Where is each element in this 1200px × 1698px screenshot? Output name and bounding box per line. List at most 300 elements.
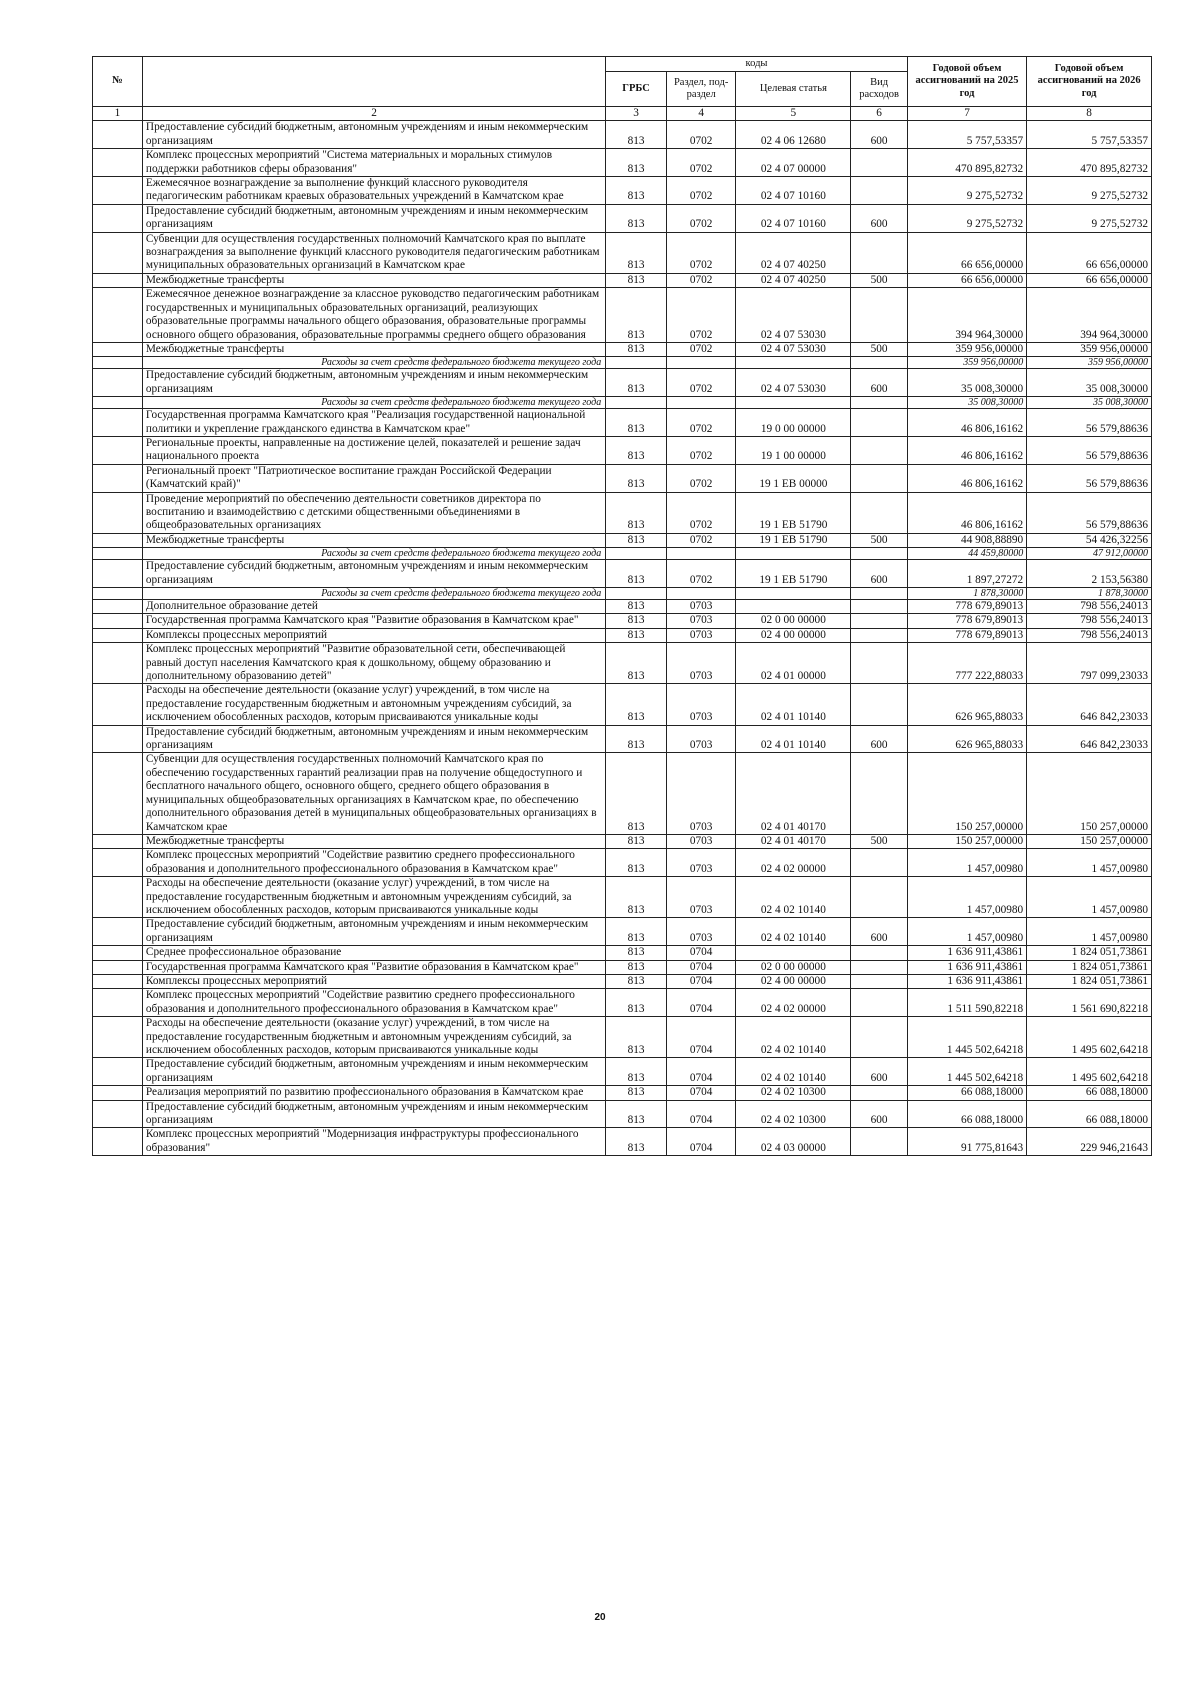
header-target: Целевая статья xyxy=(736,72,851,107)
row-number xyxy=(93,342,143,356)
budget-sheet xyxy=(92,56,1152,1156)
row-amount-2025: 46 806,16162 xyxy=(907,409,1026,437)
row-exp-type: 600 xyxy=(851,1058,907,1086)
col-num-2: 2 xyxy=(142,107,605,121)
row-amount-2026: 797 099,23033 xyxy=(1027,643,1152,684)
row-amount-2025: 359 956,00000 xyxy=(907,342,1026,356)
row-grbs: 813 xyxy=(606,533,667,547)
table-row xyxy=(93,725,1152,753)
row-grbs xyxy=(606,397,667,409)
row-section: 0703 xyxy=(666,877,735,918)
table-row xyxy=(93,1100,1152,1128)
row-exp-type xyxy=(851,614,907,628)
row-amount-2025: 1 636 911,43861 xyxy=(907,960,1026,974)
row-amount-2026: 1 878,30000 xyxy=(1027,588,1152,600)
row-grbs: 813 xyxy=(606,684,667,725)
table-row xyxy=(93,560,1152,588)
row-grbs: 813 xyxy=(606,1058,667,1086)
row-name: Субвенции для осуществления государственных полномочий Камчатского края по обеспечению государственных гарантий реализации прав на получение общедоступного и бесплатного начального общего, основного общего, среднего общего образования в муниципальных общеобразовательных организациях в Камчатском крае, по обеспечению дополнительного образования детей в муниципальных общеобразовательных организациях в Камчатском крае xyxy=(142,753,605,834)
table-row xyxy=(93,288,1152,343)
row-grbs: 813 xyxy=(606,1086,667,1100)
row-name: Предоставление субсидий бюджетным, автономным учреждениям и иным некоммерческим организациям xyxy=(142,121,605,149)
row-number xyxy=(93,397,143,409)
row-grbs: 813 xyxy=(606,974,667,988)
row-amount-2026: 229 946,21643 xyxy=(1027,1128,1152,1156)
row-amount-2025: 5 757,53357 xyxy=(907,121,1026,149)
row-amount-2026: 56 579,88636 xyxy=(1027,492,1152,533)
row-grbs: 813 xyxy=(606,232,667,273)
row-grbs: 813 xyxy=(606,369,667,397)
table-row xyxy=(93,121,1152,149)
row-amount-2026: 56 579,88636 xyxy=(1027,436,1152,464)
row-target xyxy=(736,600,851,614)
row-target: 02 4 02 10140 xyxy=(736,877,851,918)
row-number xyxy=(93,918,143,946)
row-section: 0704 xyxy=(666,1128,735,1156)
header-2026: Годовой объем ассигнований на 2026 год xyxy=(1027,57,1152,107)
row-section: 0703 xyxy=(666,834,735,848)
row-grbs: 813 xyxy=(606,600,667,614)
row-grbs: 813 xyxy=(606,643,667,684)
row-amount-2025: 394 964,30000 xyxy=(907,288,1026,343)
col-num-5: 5 xyxy=(736,107,851,121)
row-name: Комплексы процессных мероприятий xyxy=(142,974,605,988)
row-grbs: 813 xyxy=(606,989,667,1017)
table-row xyxy=(93,628,1152,642)
row-amount-2026: 359 956,00000 xyxy=(1027,357,1152,369)
row-exp-type: 500 xyxy=(851,834,907,848)
row-amount-2026: 5 757,53357 xyxy=(1027,121,1152,149)
row-grbs xyxy=(606,357,667,369)
row-number xyxy=(93,974,143,988)
row-grbs: 813 xyxy=(606,946,667,960)
row-amount-2026: 646 842,23033 xyxy=(1027,725,1152,753)
row-amount-2025: 150 257,00000 xyxy=(907,753,1026,834)
row-number xyxy=(93,177,143,205)
row-name: Межбюджетные трансферты xyxy=(142,342,605,356)
table-row xyxy=(93,877,1152,918)
row-number xyxy=(93,548,143,560)
row-exp-type: 600 xyxy=(851,1100,907,1128)
row-amount-2025: 35 008,30000 xyxy=(907,369,1026,397)
row-amount-2025: 46 806,16162 xyxy=(907,464,1026,492)
table-row xyxy=(93,149,1152,177)
row-amount-2025: 1 457,00980 xyxy=(907,877,1026,918)
row-grbs: 813 xyxy=(606,342,667,356)
col-num-6: 6 xyxy=(851,107,907,121)
row-section: 0703 xyxy=(666,600,735,614)
row-number xyxy=(93,1100,143,1128)
row-amount-2026: 56 579,88636 xyxy=(1027,409,1152,437)
row-name: Расходы на обеспечение деятельности (оказание услуг) учреждений, в том числе на предоставление государственным бюджетным и автономным учреждениям субсидий, за исключением обособленных расходов, которым присваиваются уникальные коды xyxy=(142,684,605,725)
row-amount-2025: 626 965,88033 xyxy=(907,684,1026,725)
table-row xyxy=(93,849,1152,877)
row-number xyxy=(93,684,143,725)
row-section: 0703 xyxy=(666,753,735,834)
row-name: Межбюджетные трансферты xyxy=(142,533,605,547)
row-exp-type xyxy=(851,436,907,464)
row-number xyxy=(93,877,143,918)
row-target: 02 4 02 10300 xyxy=(736,1100,851,1128)
row-section: 0704 xyxy=(666,974,735,988)
row-amount-2025: 1 445 502,64218 xyxy=(907,1017,1026,1058)
row-section: 0702 xyxy=(666,288,735,343)
row-name: Комплекс процессных мероприятий "Система материальных и моральных стимулов поддержки работников сферы образования" xyxy=(142,149,605,177)
row-number xyxy=(93,149,143,177)
row-amount-2026: 66 656,00000 xyxy=(1027,232,1152,273)
table-row xyxy=(93,533,1152,547)
row-grbs: 813 xyxy=(606,1128,667,1156)
row-section xyxy=(666,548,735,560)
table-row xyxy=(93,273,1152,287)
row-exp-type: 500 xyxy=(851,273,907,287)
row-target: 19 1 ЕВ 51790 xyxy=(736,492,851,533)
row-amount-2025: 66 656,00000 xyxy=(907,232,1026,273)
table-row xyxy=(93,1086,1152,1100)
row-grbs: 813 xyxy=(606,725,667,753)
row-number xyxy=(93,1017,143,1058)
row-amount-2026: 1 561 690,82218 xyxy=(1027,989,1152,1017)
row-name: Расходы на обеспечение деятельности (оказание услуг) учреждений, в том числе на предоставление государственным бюджетным и автономным учреждениям субсидий, за исключением обособленных расходов, которым присваиваются уникальные коды xyxy=(142,1017,605,1058)
row-amount-2026: 47 912,00000 xyxy=(1027,548,1152,560)
row-amount-2025: 778 679,89013 xyxy=(907,628,1026,642)
row-amount-2025: 359 956,00000 xyxy=(907,357,1026,369)
row-section: 0704 xyxy=(666,946,735,960)
row-grbs: 813 xyxy=(606,628,667,642)
row-target: 02 4 07 40250 xyxy=(736,273,851,287)
row-target: 02 4 01 10140 xyxy=(736,684,851,725)
row-exp-type xyxy=(851,177,907,205)
row-grbs: 813 xyxy=(606,614,667,628)
row-target: 02 4 03 00000 xyxy=(736,1128,851,1156)
row-target: 02 4 01 40170 xyxy=(736,753,851,834)
row-number xyxy=(93,121,143,149)
row-exp-type: 600 xyxy=(851,918,907,946)
row-amount-2026: 359 956,00000 xyxy=(1027,342,1152,356)
row-name: Региональный проект "Патриотическое воспитание граждан Российской Федерации (Камчатский край)" xyxy=(142,464,605,492)
table-row xyxy=(93,614,1152,628)
row-amount-2026: 1 495 602,64218 xyxy=(1027,1017,1152,1058)
row-exp-type xyxy=(851,628,907,642)
row-section: 0702 xyxy=(666,177,735,205)
row-grbs: 813 xyxy=(606,960,667,974)
row-section: 0703 xyxy=(666,614,735,628)
row-name: Среднее профессиональное образование xyxy=(142,946,605,960)
row-target: 19 1 ЕВ 51790 xyxy=(736,560,851,588)
row-number xyxy=(93,464,143,492)
row-exp-type xyxy=(851,989,907,1017)
row-exp-type xyxy=(851,588,907,600)
row-target: 02 4 01 40170 xyxy=(736,834,851,848)
row-name: Дополнительное образование детей xyxy=(142,600,605,614)
row-amount-2025: 1 897,27272 xyxy=(907,560,1026,588)
row-section: 0702 xyxy=(666,492,735,533)
row-grbs: 813 xyxy=(606,204,667,232)
row-name: Предоставление субсидий бюджетным, автономным учреждениям и иным некоммерческим организациям xyxy=(142,369,605,397)
row-amount-2025: 1 636 911,43861 xyxy=(907,946,1026,960)
budget-table xyxy=(92,56,1152,1156)
row-grbs: 813 xyxy=(606,436,667,464)
row-name: Региональные проекты, направленные на достижение целей, показателей и решение задач национального проекта xyxy=(142,436,605,464)
table-row xyxy=(93,918,1152,946)
row-number xyxy=(93,643,143,684)
row-number xyxy=(93,232,143,273)
row-section: 0703 xyxy=(666,725,735,753)
row-exp-type: 600 xyxy=(851,204,907,232)
row-amount-2026: 66 088,18000 xyxy=(1027,1086,1152,1100)
row-grbs: 813 xyxy=(606,834,667,848)
row-amount-2025: 46 806,16162 xyxy=(907,436,1026,464)
row-number xyxy=(93,588,143,600)
col-num-1: 1 xyxy=(93,107,143,121)
row-amount-2026: 1 824 051,73861 xyxy=(1027,974,1152,988)
row-name: Проведение мероприятий по обеспечению деятельности советников директора по воспитанию и взаимодействию с детскими общественными объединениями в общеобразовательных организациях xyxy=(142,492,605,533)
row-number xyxy=(93,614,143,628)
row-amount-2026: 150 257,00000 xyxy=(1027,834,1152,848)
row-number xyxy=(93,753,143,834)
table-body xyxy=(93,121,1152,1156)
row-section: 0702 xyxy=(666,369,735,397)
row-amount-2025: 1 457,00980 xyxy=(907,849,1026,877)
table-row xyxy=(93,643,1152,684)
federal-funds-row xyxy=(93,588,1152,600)
row-section: 0702 xyxy=(666,560,735,588)
table-row xyxy=(93,409,1152,437)
row-name: Предоставление субсидий бюджетным, автономным учреждениям и иным некоммерческим организациям xyxy=(142,204,605,232)
row-name: Комплекс процессных мероприятий "Модернизация инфраструктуры профессионального образования" xyxy=(142,1128,605,1156)
table-row xyxy=(93,974,1152,988)
row-exp-type xyxy=(851,1128,907,1156)
row-number xyxy=(93,436,143,464)
row-target: 02 4 07 00000 xyxy=(736,149,851,177)
row-amount-2025: 778 679,89013 xyxy=(907,614,1026,628)
row-exp-type xyxy=(851,960,907,974)
row-number xyxy=(93,1058,143,1086)
row-grbs: 813 xyxy=(606,177,667,205)
row-target: 02 4 01 10140 xyxy=(736,725,851,753)
row-amount-2026: 2 153,56380 xyxy=(1027,560,1152,588)
row-exp-type xyxy=(851,1086,907,1100)
row-target: 02 4 02 10140 xyxy=(736,1017,851,1058)
table-row xyxy=(93,989,1152,1017)
row-target: 19 1 ЕВ 00000 xyxy=(736,464,851,492)
row-exp-type: 600 xyxy=(851,725,907,753)
row-exp-type xyxy=(851,149,907,177)
row-name: Предоставление субсидий бюджетным, автономным учреждениям и иным некоммерческим организациям xyxy=(142,1100,605,1128)
row-target xyxy=(736,946,851,960)
row-name: Государственная программа Камчатского края "Развитие образования в Камчатском крае" xyxy=(142,960,605,974)
row-target: 02 4 07 53030 xyxy=(736,288,851,343)
row-number xyxy=(93,533,143,547)
row-amount-2025: 66 088,18000 xyxy=(907,1100,1026,1128)
row-number xyxy=(93,725,143,753)
row-number xyxy=(93,946,143,960)
table-row xyxy=(93,232,1152,273)
row-target: 02 4 07 53030 xyxy=(736,342,851,356)
row-section: 0703 xyxy=(666,628,735,642)
row-amount-2026: 798 556,24013 xyxy=(1027,628,1152,642)
table-header xyxy=(93,57,1152,121)
row-amount-2026: 35 008,30000 xyxy=(1027,397,1152,409)
row-exp-type xyxy=(851,357,907,369)
row-exp-type xyxy=(851,684,907,725)
row-section: 0703 xyxy=(666,918,735,946)
table-row xyxy=(93,436,1152,464)
row-grbs: 813 xyxy=(606,464,667,492)
row-section: 0702 xyxy=(666,464,735,492)
table-row xyxy=(93,492,1152,533)
table-row xyxy=(93,946,1152,960)
row-target: 02 4 01 00000 xyxy=(736,643,851,684)
row-amount-2025: 91 775,81643 xyxy=(907,1128,1026,1156)
table-row xyxy=(93,1058,1152,1086)
row-grbs xyxy=(606,548,667,560)
row-amount-2025: 1 457,00980 xyxy=(907,918,1026,946)
row-grbs: 813 xyxy=(606,560,667,588)
row-name: Межбюджетные трансферты xyxy=(142,273,605,287)
row-amount-2025: 35 008,30000 xyxy=(907,397,1026,409)
row-number xyxy=(93,834,143,848)
col-num-4: 4 xyxy=(666,107,735,121)
row-amount-2025: 1 445 502,64218 xyxy=(907,1058,1026,1086)
row-section: 0704 xyxy=(666,1058,735,1086)
row-number xyxy=(93,273,143,287)
row-exp-type: 600 xyxy=(851,121,907,149)
row-section: 0702 xyxy=(666,436,735,464)
row-number xyxy=(93,288,143,343)
row-amount-2026: 9 275,52732 xyxy=(1027,177,1152,205)
row-name: Межбюджетные трансферты xyxy=(142,834,605,848)
row-target: 02 4 06 12680 xyxy=(736,121,851,149)
header-number: № xyxy=(93,57,143,107)
col-num-8: 8 xyxy=(1027,107,1152,121)
federal-funds-row xyxy=(93,397,1152,409)
header-grbs: ГРБС xyxy=(606,72,667,107)
row-target: 02 4 00 00000 xyxy=(736,974,851,988)
row-target: 19 1 ЕВ 51790 xyxy=(736,533,851,547)
row-section: 0703 xyxy=(666,849,735,877)
row-section: 0702 xyxy=(666,342,735,356)
row-target: 02 0 00 00000 xyxy=(736,960,851,974)
row-section: 0704 xyxy=(666,1086,735,1100)
row-name: Расходы за счет средств федерального бюджета текущего года xyxy=(142,357,605,369)
row-amount-2026: 470 895,82732 xyxy=(1027,149,1152,177)
row-section: 0702 xyxy=(666,232,735,273)
row-grbs: 813 xyxy=(606,492,667,533)
row-target: 02 4 07 40250 xyxy=(736,232,851,273)
row-amount-2026: 1 457,00980 xyxy=(1027,877,1152,918)
row-amount-2025: 1 878,30000 xyxy=(907,588,1026,600)
row-section: 0702 xyxy=(666,204,735,232)
table-row xyxy=(93,1017,1152,1058)
row-amount-2025: 1 511 590,82218 xyxy=(907,989,1026,1017)
row-number xyxy=(93,960,143,974)
row-name: Предоставление субсидий бюджетным, автономным учреждениям и иным некоммерческим организациям xyxy=(142,1058,605,1086)
row-target: 02 0 00 00000 xyxy=(736,614,851,628)
row-number xyxy=(93,1128,143,1156)
row-grbs xyxy=(606,588,667,600)
row-exp-type xyxy=(851,548,907,560)
row-grbs: 813 xyxy=(606,149,667,177)
row-exp-type xyxy=(851,409,907,437)
row-amount-2025: 46 806,16162 xyxy=(907,492,1026,533)
row-grbs: 813 xyxy=(606,849,667,877)
row-amount-2026: 9 275,52732 xyxy=(1027,204,1152,232)
row-name: Комплекс процессных мероприятий "Содействие развитию среднего профессионального образования и дополнительного профессионального образования в Камчатском крае" xyxy=(142,849,605,877)
row-name: Предоставление субсидий бюджетным, автономным учреждениям и иным некоммерческим организациям xyxy=(142,725,605,753)
row-section xyxy=(666,397,735,409)
row-name: Комплекс процессных мероприятий "Развитие образовательной сети, обеспечивающей равный доступ населения Камчатского края к дошкольному, общему образованию и дополнительному образованию детей" xyxy=(142,643,605,684)
row-number xyxy=(93,628,143,642)
row-amount-2026: 1 495 602,64218 xyxy=(1027,1058,1152,1086)
federal-funds-row xyxy=(93,548,1152,560)
row-amount-2026: 646 842,23033 xyxy=(1027,684,1152,725)
row-section: 0702 xyxy=(666,533,735,547)
row-name: Ежемесячное вознаграждение за выполнение функций классного руководителя педагогическим работникам краевых образовательных учреждений в Камчатском крае xyxy=(142,177,605,205)
row-number xyxy=(93,204,143,232)
header-section: Раздел, под-раздел xyxy=(666,72,735,107)
row-amount-2025: 150 257,00000 xyxy=(907,834,1026,848)
row-exp-type xyxy=(851,877,907,918)
row-amount-2026: 54 426,32256 xyxy=(1027,533,1152,547)
row-amount-2025: 44 459,80000 xyxy=(907,548,1026,560)
table-row xyxy=(93,684,1152,725)
row-grbs: 813 xyxy=(606,273,667,287)
row-exp-type: 500 xyxy=(851,533,907,547)
row-grbs: 813 xyxy=(606,409,667,437)
row-exp-type xyxy=(851,753,907,834)
row-exp-type xyxy=(851,288,907,343)
row-section: 0703 xyxy=(666,643,735,684)
row-section: 0704 xyxy=(666,1017,735,1058)
row-amount-2026: 150 257,00000 xyxy=(1027,753,1152,834)
row-target: 02 4 07 10160 xyxy=(736,177,851,205)
row-amount-2025: 777 222,88033 xyxy=(907,643,1026,684)
row-target: 02 4 07 10160 xyxy=(736,204,851,232)
table-row xyxy=(93,600,1152,614)
row-section xyxy=(666,588,735,600)
row-section: 0704 xyxy=(666,989,735,1017)
row-amount-2025: 470 895,82732 xyxy=(907,149,1026,177)
row-exp-type xyxy=(851,946,907,960)
row-name: Реализация мероприятий по развитию профессионального образования в Камчатском крае xyxy=(142,1086,605,1100)
row-amount-2025: 626 965,88033 xyxy=(907,725,1026,753)
row-exp-type: 500 xyxy=(851,342,907,356)
row-target xyxy=(736,548,851,560)
row-amount-2026: 1 824 051,73861 xyxy=(1027,960,1152,974)
table-row xyxy=(93,753,1152,834)
row-exp-type xyxy=(851,397,907,409)
row-amount-2026: 66 656,00000 xyxy=(1027,273,1152,287)
row-name: Расходы за счет средств федерального бюджета текущего года xyxy=(142,588,605,600)
row-number xyxy=(93,560,143,588)
row-grbs: 813 xyxy=(606,288,667,343)
row-number xyxy=(93,357,143,369)
row-number xyxy=(93,989,143,1017)
row-target: 02 4 02 10300 xyxy=(736,1086,851,1100)
row-section: 0702 xyxy=(666,409,735,437)
row-name: Расходы за счет средств федерального бюджета текущего года xyxy=(142,548,605,560)
row-exp-type: 600 xyxy=(851,369,907,397)
row-amount-2026: 798 556,24013 xyxy=(1027,614,1152,628)
row-grbs: 813 xyxy=(606,1100,667,1128)
row-grbs: 813 xyxy=(606,1017,667,1058)
table-row xyxy=(93,342,1152,356)
row-amount-2025: 44 908,88890 xyxy=(907,533,1026,547)
row-target: 02 4 02 00000 xyxy=(736,989,851,1017)
federal-funds-row xyxy=(93,357,1152,369)
row-target: 02 4 02 00000 xyxy=(736,849,851,877)
